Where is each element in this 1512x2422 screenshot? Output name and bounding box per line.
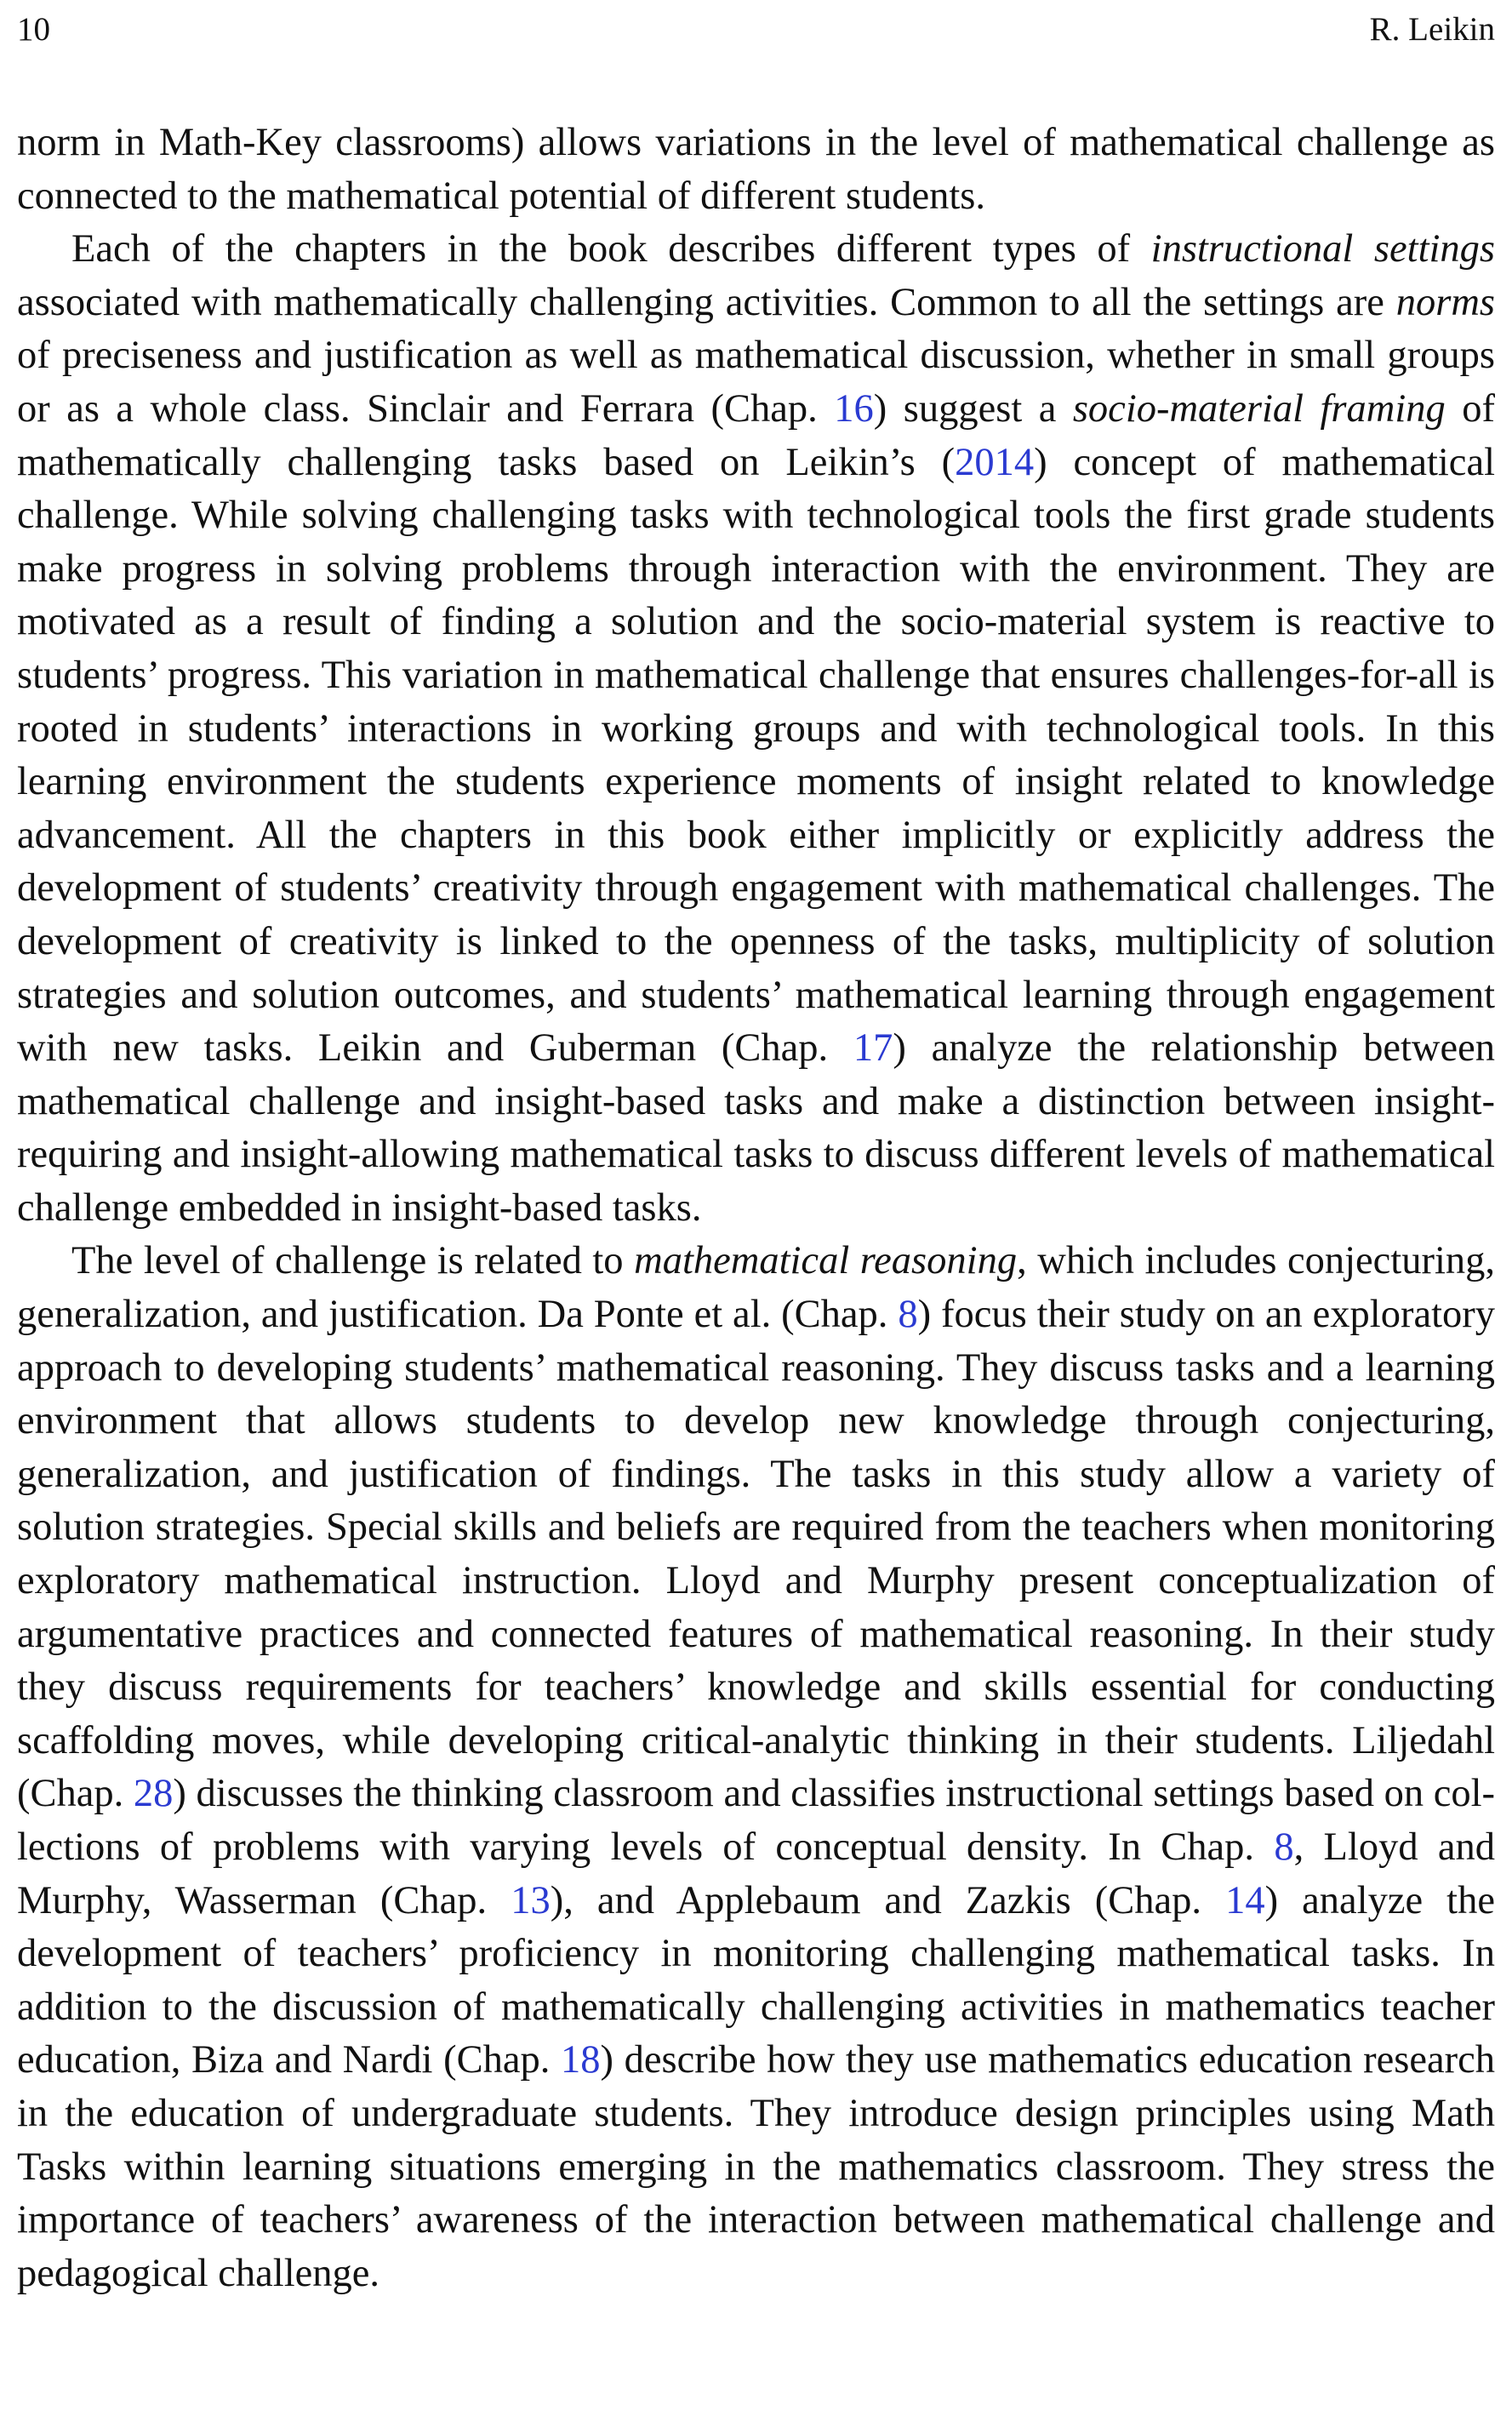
text-run: ) concept of mathematical challenge. While solving challenging tasks with technological tools the first grade students make progress in solving problems through interaction with the environment. They are motivated as a result of finding a solution and the socio-material system is reactive to students’ progress. This variation in mathematical challenge that ensures challenges-for-all is rooted in students’ interactions in working groups and with technological tools. In this learning environment the students experience moments of insight related to knowledge advancement. All the chapters in this book either implicitly or explicitly address the development of students’ creativity through engagement with mathematical challenges. The development of creativity is linked to the openness of the tasks, multiplicity of solution strategies and solution outcomes, and students’ mathematical learning through engagement with new tasks. Leikin and Guberman (Chap.	[17, 440, 1495, 1071]
text-run: ) suggest a	[873, 386, 1073, 431]
emphasized-term: instructional settings	[1150, 227, 1495, 271]
page-number: 10	[17, 11, 50, 48]
cross-reference-link[interactable]: 16	[834, 386, 874, 431]
text-run: ) discusses the thinking classroom and classifies instructional settings based on collections of problems with varying levels of conceptual density. In Chap.	[17, 1772, 1496, 1869]
text-run: , Lloyd and Murphy, Wasserman (Chap.	[17, 1825, 1496, 1922]
page-header	[17, 9, 1495, 51]
text-run: ) focus their study on an exploratory approach to developing students’ mathematical reasoning. They discuss tasks and a learning environment that allows students to develop new knowledge through conjecturing, generalization, and justification of findings. The tasks in this study allow a variety of solution strategies. Special skills and beliefs are required from the teachers when monitoring exploratory mathematical instruction. Lloyd and Murphy present conceptualization of argumentative practices and connected features of mathematical reasoning. In their study they discuss requirements for teachers’ knowledge and skills essential for conducting scaffolding moves, while developing critical-analytic thinking in their students. Liljedahl (Chap.	[17, 1293, 1495, 1816]
text-run: of mathematically challenging tasks based on Leikin’s (	[17, 386, 1495, 484]
cross-reference-link[interactable]: 14	[1225, 1878, 1265, 1922]
paragraph	[17, 223, 1495, 1235]
text-run: ) analyze the relationship between mathematical challenge and insight-based tasks and make a distinction between insight-requiring and insight-allowing mathematical tasks to discuss different levels of mathematical challenge embedded in insight-based tasks.	[17, 1026, 1495, 1230]
paragraph	[17, 1235, 1495, 2300]
cross-reference-link[interactable]: 17	[853, 1026, 893, 1071]
text-run: Each of the chapters in the book describes different types of	[71, 227, 1151, 271]
paragraph	[17, 117, 1495, 223]
cross-reference-link[interactable]: 18	[560, 2038, 601, 2082]
text-run: associated with mathematically challenging activities. Common to all the settings are	[17, 280, 1396, 324]
body-text	[17, 117, 1495, 2300]
emphasized-term: socio-material framing	[1072, 386, 1446, 431]
cross-reference-link[interactable]: 8	[1274, 1825, 1294, 1869]
running-head: R. Leikin	[1369, 11, 1495, 48]
cross-reference-link[interactable]: 8	[898, 1293, 918, 1337]
text-run: ) analyze the development of teachers’ proficiency in monitoring challenging mathematical tasks. In addition to the discussion of mathematically challenging activities in mathematics teacher education, Biza and Nardi (Chap.	[17, 1878, 1495, 2082]
text-run: ), and Applebaum and Zazkis (Chap.	[550, 1878, 1226, 1922]
emphasized-term: norms	[1395, 280, 1495, 324]
text-run: The level of challenge is related to	[71, 1239, 635, 1283]
text-run: of preciseness and justification as well as mathematical discussion, whether in small groups or as a whole class. Sinclair and Ferrara (Chap.	[17, 334, 1495, 431]
text-run: norm in Math-Key classrooms) allows variations in the level of mathematical challenge as connected to the mathematical potential of different students.	[17, 121, 1495, 218]
cross-reference-link[interactable]: 28	[133, 1772, 174, 1816]
text-run: , which includes conjecturing, generalization, and justification. Da Ponte et al. (Chap.	[17, 1239, 1496, 1337]
cross-reference-link[interactable]: 2014	[955, 440, 1035, 484]
text-run: ) describe how they use mathematics education research in the education of undergraduate students. They introduce design principles using Math Tasks within learning situations emerging in the mathematics classroom. They stress the importance of teachers’ awareness of the interaction between mathematical challenge and pedagogical challenge.	[17, 2038, 1495, 2295]
cross-reference-link[interactable]: 13	[511, 1878, 551, 1922]
emphasized-term: mathematical reasoning	[634, 1239, 1018, 1283]
